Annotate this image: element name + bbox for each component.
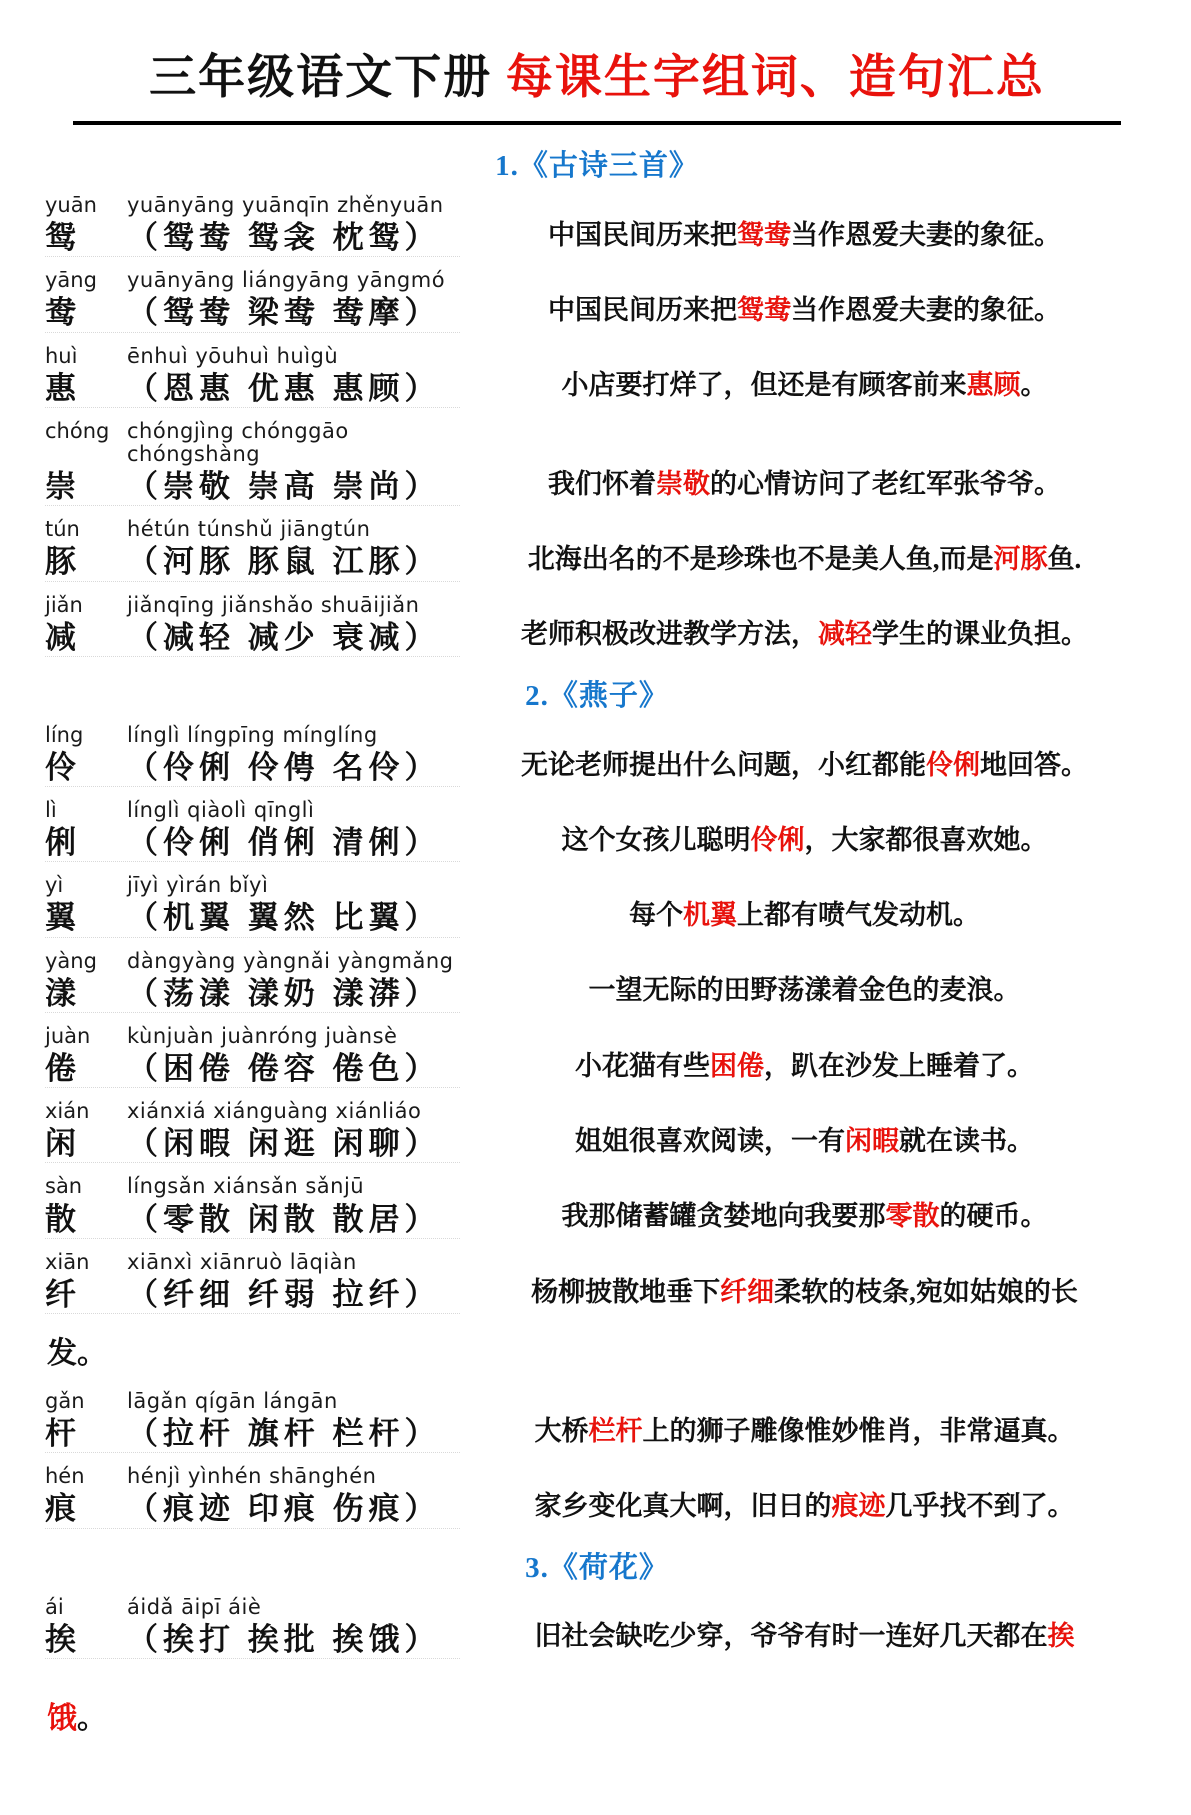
entry-words: （鸳鸯 鸳衾 枕鸳） <box>127 220 441 256</box>
entry-sentence <box>460 367 1149 407</box>
char-line <box>45 294 460 332</box>
sentence-segment: 闲暇 <box>845 1126 899 1157</box>
sentence-segment: 鸳鸯 <box>737 295 791 326</box>
entry-row <box>45 269 1149 332</box>
section-heading: 3.《荷花》 <box>525 1551 669 1584</box>
entry-words: （困倦 倦容 倦色） <box>127 1051 441 1086</box>
entry-left <box>45 1100 460 1163</box>
entry-char: 伶 <box>45 749 76 785</box>
entry-sentence <box>460 897 1149 937</box>
pinyin-line <box>45 874 460 897</box>
entry-left <box>45 194 460 257</box>
sentence-segment: 上都有喷气发动机。 <box>737 900 980 931</box>
pinyin-line <box>45 1390 460 1413</box>
entry-left <box>45 724 460 787</box>
entry-words: （拉杆 旗杆 栏杆） <box>127 1416 441 1452</box>
entry-pinyin-words: kùnjuàn juànróng juànsè <box>127 1023 398 1048</box>
sentence-segment: 一望无际的田野荡漾着金色的麦浪。 <box>588 975 1021 1006</box>
sentence-segment: 鱼. <box>1047 544 1082 575</box>
sentence-segment: 地回答。 <box>980 749 1088 780</box>
entry-row <box>45 420 1149 506</box>
entry-char: 豚 <box>45 544 76 580</box>
entry-pinyin-char: huì <box>45 343 78 368</box>
char-line <box>45 468 460 506</box>
entry-char: 痕 <box>45 1491 76 1527</box>
sentence-segment: 无论老师提出什么问题，小红都能 <box>521 749 926 780</box>
sentence-segment: 的硬币。 <box>939 1201 1048 1232</box>
sentence-segment: 大桥 <box>534 1415 589 1446</box>
pinyin-line <box>45 1100 460 1123</box>
entry-pinyin-words: jiǎnqīng jiǎnshǎo shuāijiǎn <box>127 592 420 617</box>
pinyin-line <box>45 420 460 466</box>
sentence-segment: 姐姐很喜欢阅读，一有 <box>575 1126 845 1157</box>
entry-pinyin-words: hénjì yìnhén shānghén <box>127 1464 377 1489</box>
pinyin-line <box>45 269 460 292</box>
sentence-segment: 饿 <box>47 1701 77 1735</box>
entry-sentence <box>460 1198 1149 1238</box>
entry-pinyin-words: língsǎn xiánsǎn sǎnjū <box>127 1174 365 1199</box>
sentence-segment: 中国民间历来把 <box>548 219 737 250</box>
entry-pinyin-char: yàng <box>45 948 97 973</box>
entry-row <box>45 1100 1149 1163</box>
entry-row <box>45 194 1149 257</box>
entry-pinyin-char: jiǎn <box>45 592 83 617</box>
sentence-segment: 崇敬 <box>656 468 710 499</box>
entry-words: （河豚 豚鼠 江豚） <box>127 544 441 580</box>
entry-row <box>45 724 1149 787</box>
entry-row <box>45 950 1149 1013</box>
pinyin-line <box>45 594 460 617</box>
sentence-segment: 。 <box>77 1701 107 1735</box>
entry-char: 散 <box>45 1201 76 1237</box>
sentence-segment: 柔软的枝条,宛如姑娘的长 <box>774 1276 1078 1307</box>
entry-row <box>45 874 1149 937</box>
entry-row <box>45 1251 1149 1314</box>
sentence-segment: ，趴在沙发上睡着了。 <box>764 1050 1034 1081</box>
entry-char: 崇 <box>45 469 76 505</box>
entry-pinyin-char: sàn <box>45 1174 83 1199</box>
sentence-segment: 学生的课业负担。 <box>872 619 1088 650</box>
sentence-segment: 痕迹 <box>831 1491 886 1522</box>
sentence-segment: 的心情访问了老红军张爷爷。 <box>710 468 1061 499</box>
pinyin-line <box>45 1025 460 1048</box>
sentence-segment: 伶俐 <box>926 749 980 780</box>
char-line <box>45 543 460 581</box>
title-divider <box>73 121 1121 125</box>
entry-row <box>45 1596 1149 1659</box>
entry-sentence <box>460 822 1149 862</box>
entry-pinyin-words: xiānxì xiānruò lāqiàn <box>127 1249 357 1274</box>
char-line <box>45 1201 460 1239</box>
entry-pinyin-words: lāgǎn qígān lángān <box>127 1389 338 1414</box>
pinyin-line <box>45 194 460 217</box>
section-heading: 1.《古诗三首》 <box>495 150 699 182</box>
sentence-segment: 零散 <box>885 1201 940 1232</box>
sentence-segment: 挨 <box>1047 1621 1075 1652</box>
sentence-segment: 中国民间历来把 <box>548 295 737 326</box>
page-header <box>45 34 1149 127</box>
char-line <box>45 1125 460 1163</box>
entry-pinyin-char: líng <box>45 722 84 747</box>
page-title <box>45 40 1149 107</box>
sentence-segment: 惠顾 <box>966 370 1021 401</box>
entry-sentence <box>460 292 1149 332</box>
entry-words: （闲暇 闲逛 闲聊） <box>127 1126 441 1162</box>
pinyin-line <box>45 799 460 822</box>
entry-left <box>45 1465 460 1528</box>
entry-left <box>45 874 460 937</box>
entry-words: （机翼 翼然 比翼） <box>127 900 441 936</box>
pinyin-line <box>45 518 460 541</box>
sentence-segment: 这个女孩儿聪明 <box>561 824 751 855</box>
sentence-segment: 我那储蓄罐贪婪地向我要那 <box>561 1201 886 1232</box>
page-title-black: 三年级语文下册 <box>149 52 493 104</box>
entry-row <box>45 594 1149 657</box>
overflow-line <box>47 1328 1149 1372</box>
entry-left <box>45 1025 460 1088</box>
entry-pinyin-char: yāng <box>45 268 97 293</box>
sentence-segment: 北海出名的不是珍珠也不是美人鱼,而是 <box>527 544 994 575</box>
overflow-line <box>47 1693 1149 1737</box>
sentence-segment: 河豚 <box>993 544 1048 575</box>
entry-sentence <box>460 466 1149 506</box>
sentence-segment: 小店要打烊了，但还是有顾客前来 <box>561 370 967 401</box>
entry-left <box>45 1175 460 1238</box>
pinyin-line <box>45 345 460 368</box>
entry-char: 惠 <box>45 370 76 406</box>
entry-pinyin-char: juàn <box>45 1023 91 1048</box>
entry-char: 纤 <box>45 1276 76 1312</box>
entry-row <box>45 799 1149 862</box>
sentence-segment: 家乡变化真大啊，旧日的 <box>534 1491 832 1522</box>
entry-sentence <box>460 1274 1149 1314</box>
entry-sentence <box>460 217 1149 257</box>
entry-pinyin-char: xiān <box>45 1249 90 1274</box>
entry-pinyin-char: gǎn <box>45 1389 85 1414</box>
sentence-segment: 每个 <box>629 900 683 931</box>
sentence-segment: 纤细 <box>720 1276 775 1307</box>
section-heading: 2.《燕子》 <box>525 679 669 712</box>
sentence-segment: 栏杆 <box>588 1415 643 1446</box>
entry-pinyin-char: hén <box>45 1464 85 1489</box>
entry-words: （伶俐 伶俜 名伶） <box>127 749 441 785</box>
sentence-segment: 机翼 <box>683 900 737 931</box>
entry-pinyin-words: dàngyàng yàngnǎi yàngmǎng <box>127 948 454 973</box>
entry-sentence <box>460 616 1149 656</box>
entry-char: 俐 <box>45 825 76 861</box>
sentence-segment: 鸳鸯 <box>737 219 791 250</box>
pinyin-line <box>45 1596 460 1619</box>
entry-pinyin-words: chóngjìng chónggāo chóngshàng <box>127 418 349 466</box>
sentence-segment: 老师积极改进教学方法， <box>521 619 818 650</box>
title-spacer <box>492 52 506 104</box>
entry-left <box>45 269 460 332</box>
char-line <box>45 1050 460 1088</box>
char-line <box>45 1621 460 1659</box>
entry-words: （痕迹 印痕 伤痕） <box>127 1491 441 1527</box>
sentence-segment: 几乎找不到了。 <box>885 1491 1075 1522</box>
entry-row <box>45 1025 1149 1088</box>
sentence-segment: 当作恩爱夫妻的象征。 <box>791 219 1061 250</box>
entry-pinyin-char: yì <box>45 873 64 898</box>
entry-left <box>45 420 460 506</box>
char-line <box>45 824 460 862</box>
sentence-segment: 发。 <box>47 1337 107 1371</box>
entry-words: （恩惠 优惠 惠顾） <box>127 370 441 406</box>
entry-pinyin-words: áidǎ āipī áiè <box>127 1594 262 1619</box>
entry-sentence <box>460 1048 1149 1088</box>
sentence-segment: 当作恩爱夫妻的象征。 <box>791 295 1061 326</box>
pinyin-line <box>45 724 460 747</box>
sentence-segment: ，大家都很喜欢她。 <box>804 824 1048 855</box>
entry-char: 翼 <box>45 900 76 936</box>
pinyin-line <box>45 1465 460 1488</box>
entry-words: （鸳鸯 梁鸯 鸯摩） <box>127 295 441 331</box>
entry-pinyin-char: tún <box>45 517 80 542</box>
entry-char: 倦 <box>45 1051 76 1086</box>
entry-sentence <box>460 1488 1149 1528</box>
entry-left <box>45 1390 460 1453</box>
char-line <box>45 749 460 787</box>
sentence-segment: 上的狮子雕像惟妙惟肖，非常逼真。 <box>642 1415 1075 1446</box>
entry-words: （伶俐 俏俐 清俐） <box>127 825 441 861</box>
sentence-segment: 杨柳披散地垂下 <box>531 1276 721 1307</box>
entry-left <box>45 1596 460 1659</box>
pinyin-line <box>45 950 460 973</box>
char-line <box>45 1276 460 1314</box>
entry-sentence <box>460 972 1149 1012</box>
entry-words: （纤细 纤弱 拉纤） <box>127 1276 441 1312</box>
sentence-segment: 。 <box>1020 370 1048 401</box>
entry-left <box>45 345 460 408</box>
entry-words: （挨打 挨批 挨饿） <box>127 1621 441 1657</box>
sentence-segment: 旧社会缺吃少穿，爷爷有时一连好几天都在 <box>534 1621 1048 1652</box>
entry-pinyin-char: yuān <box>45 193 97 217</box>
entry-sentence <box>460 541 1149 581</box>
char-line <box>45 975 460 1013</box>
entry-sentence <box>460 1123 1149 1163</box>
pinyin-line <box>45 1175 460 1198</box>
entry-pinyin-char: chóng <box>45 418 110 443</box>
content <box>45 143 1149 1737</box>
entry-pinyin-words: xiánxiá xiánguàng xiánliáo <box>127 1099 422 1124</box>
entry-pinyin-words: yuānyāng yuānqīn zhěnyuān <box>127 193 444 217</box>
sentence-segment: 就在读书。 <box>899 1126 1034 1157</box>
entry-pinyin-words: yuānyāng liángyāng yāngmó <box>127 268 446 293</box>
entry-char: 鸳 <box>45 220 76 256</box>
sentence-segment: 伶俐 <box>750 824 805 855</box>
sentence-segment: 困倦 <box>710 1050 764 1081</box>
entry-char: 鸯 <box>45 295 76 331</box>
pinyin-line <box>45 1251 460 1274</box>
char-line <box>45 619 460 657</box>
entry-row <box>45 518 1149 581</box>
char-line <box>45 899 460 937</box>
entry-left <box>45 799 460 862</box>
entry-pinyin-words: hétún túnshǔ jiāngtún <box>127 517 371 542</box>
entry-pinyin-words: línglì qiàolì qīnglì <box>127 798 315 823</box>
char-line <box>45 1490 460 1528</box>
entry-char: 漾 <box>45 975 76 1011</box>
entry-words: （荡漾 漾奶 漾漭） <box>127 975 441 1011</box>
entry-pinyin-words: jīyì yìrán bǐyì <box>127 873 269 898</box>
entry-pinyin-words: ēnhuì yōuhuì huìgù <box>127 343 339 368</box>
entry-sentence <box>460 1413 1149 1453</box>
entry-row <box>45 1390 1149 1453</box>
entry-char: 挨 <box>45 1621 76 1657</box>
entry-row <box>45 1465 1149 1528</box>
entry-sentence <box>460 1618 1149 1658</box>
sentence-segment: 小花猫有些 <box>575 1050 710 1081</box>
char-line <box>45 219 460 257</box>
entry-char: 杆 <box>45 1416 76 1452</box>
page-title-red: 每课生字组词、造句汇总 <box>505 52 1045 104</box>
entry-words: （减轻 减少 衰减） <box>127 619 441 655</box>
char-line <box>45 370 460 408</box>
entry-pinyin-char: ái <box>45 1594 64 1619</box>
entry-left <box>45 518 460 581</box>
entry-sentence <box>460 747 1149 787</box>
entry-char: 减 <box>45 619 76 655</box>
entry-words: （崇敬 崇高 崇尚） <box>127 469 441 505</box>
sentence-segment: 减轻 <box>818 619 872 650</box>
entry-row <box>45 1175 1149 1238</box>
entry-char: 闲 <box>45 1126 76 1162</box>
entry-pinyin-char: lì <box>45 798 57 823</box>
entry-left <box>45 950 460 1013</box>
char-line <box>45 1415 460 1453</box>
entry-left <box>45 1251 460 1314</box>
entry-pinyin-words: línglì língpīng mínglíng <box>127 722 378 747</box>
entry-left <box>45 594 460 657</box>
entry-words: （零散 闲散 散居） <box>127 1201 441 1237</box>
sentence-segment: 我们怀着 <box>548 468 656 499</box>
entry-pinyin-char: xián <box>45 1099 90 1124</box>
entry-row <box>45 345 1149 408</box>
